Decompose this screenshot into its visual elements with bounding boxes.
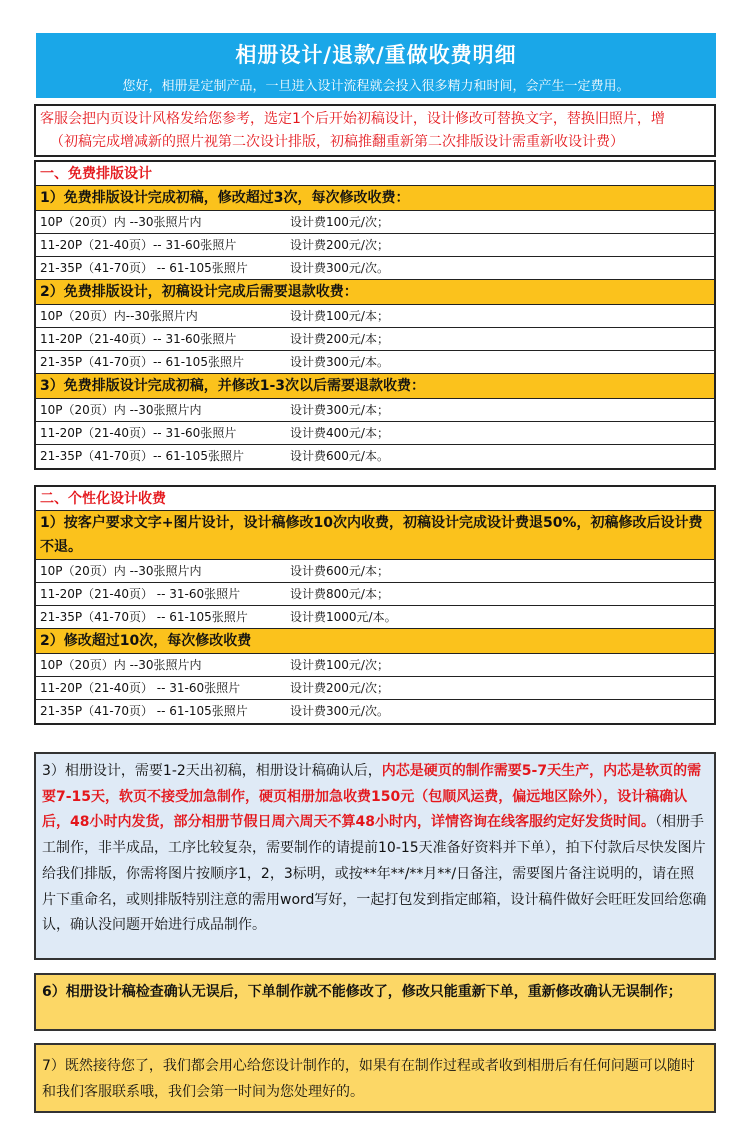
price-value: 设计费300元/次。 (290, 261, 389, 275)
price-row (36, 328, 714, 351)
section-free-layout (34, 160, 716, 470)
price-row (36, 305, 714, 328)
page-range: 11-20P（21-40页）-- 31-60张照片 (40, 332, 237, 346)
price-value: 设计费800元/本； (290, 587, 389, 601)
page-range: 21-35P（41-70页） -- 61-105张照片 (40, 704, 248, 718)
group-heading: 2）免费排版设计，初稿设计完成后需要退款收费： (36, 280, 714, 305)
note-text: 3）相册设计，需要1-2天出初稿，相册设计稿确认后， (42, 763, 382, 779)
price-value: 设计费200元/本； (290, 332, 389, 346)
notice-box (34, 104, 716, 157)
price-row (36, 211, 714, 234)
note-text: （相册手工制作，非半成品，工序比较复杂，需要制作的请提前10-15天准备好资料并下单），拍下付款后尽快发图片给我们排版，你需将图片按顺序1，2，3标明，或按**年**/**月**/日备注，需要图片备注说明的，请在照片下重命名，或则排版特别注意的需用word写好，一起打包发到指定邮箱，设计稿件做好会旺旺发回给您确认，确认没问题开始进行成品制作。 (42, 814, 707, 934)
price-row (36, 351, 714, 374)
note-6-confirm: 6）相册设计稿检查确认无误后，下单制作就不能修改了，修改只能重新下单，重新修改确认无误制作； (34, 973, 716, 1031)
page-range: 10P（20页）内 --30张照片内 (40, 658, 202, 672)
page-range: 11-20P（21-40页） -- 31-60张照片 (40, 681, 241, 695)
price-value: 设计费100元/次； (290, 215, 389, 229)
price-value: 设计费100元/本； (290, 309, 389, 323)
page-range: 11-20P（21-40页）-- 31-60张照片 (40, 238, 237, 252)
price-value: 设计费600元/本。 (290, 449, 389, 463)
page-range: 10P（20页）内 --30张照片内 (40, 564, 202, 578)
page-range: 21-35P（41-70页）-- 61-105张照片 (40, 355, 244, 369)
page-range: 10P（20页）内 --30张照片内 (40, 403, 202, 417)
page-title: 相册设计/退款/重做收费明细 (235, 43, 517, 67)
group-heading: 3）免费排版设计完成初稿，并修改1-3次以后需要退款收费： (36, 374, 714, 399)
note-3-production (34, 752, 716, 960)
price-value: 设计费300元/次。 (290, 704, 389, 718)
price-row (36, 422, 714, 445)
price-row (36, 257, 714, 280)
page-range: 10P（20页）内 --30张照片内 (40, 215, 202, 229)
price-row (36, 560, 714, 583)
note-7-service: 7）既然接待您了，我们都会用心给您设计制作的，如果有在制作过程或者收到相册后有任何问题可以随时和我们客服联系哦，我们会第一时间为您处理好的。 (34, 1043, 716, 1113)
price-row (36, 583, 714, 606)
page-range: 21-35P（41-70页） -- 61-105张照片 (40, 261, 248, 275)
page-range: 11-20P（21-40页）-- 31-60张照片 (40, 426, 237, 440)
price-value: 设计费200元/次； (290, 238, 389, 252)
page-range: 11-20P（21-40页） -- 31-60张照片 (40, 587, 241, 601)
price-row (36, 700, 714, 723)
notice-line: （初稿完成增减新的照片视第二次设计排版，初稿推翻重新第二次排版设计需重新收设计费） (50, 134, 624, 150)
price-value: 设计费300元/本。 (290, 355, 389, 369)
price-value: 设计费200元/次； (290, 681, 389, 695)
section-title: 一、免费排版设计 (36, 162, 714, 186)
page-range: 21-35P（41-70页）-- 61-105张照片 (40, 449, 244, 463)
price-value: 设计费300元/本； (290, 403, 389, 417)
price-value: 设计费600元/本； (290, 564, 389, 578)
price-value: 设计费400元/本； (290, 426, 389, 440)
page-range: 10P（20页）内--30张照片内 (40, 309, 198, 323)
note-highlight: 内芯是硬页的制作需要5-7天生产，内芯是软页的需要7-15天，软页不接受加急制作，硬页相册加急收费150元（包顺风运费，偏远地区除外），设计稿确认后，48小时内发货，部分相册节假日周六周天不算48小时内，详情咨询在线客服约定好发货时间。 (42, 763, 702, 831)
group-heading: 2）修改超过10次，每次修改收费 (36, 629, 714, 654)
group-heading: 1）免费排版设计完成初稿，修改超过3次，每次修改收费： (36, 186, 714, 211)
notice-line: 客服会把内页设计风格发给您参考，选定1个后开始初稿设计，设计修改可替换文字，替换旧照片，增 (40, 111, 665, 127)
price-value: 设计费1000元/本。 (290, 610, 397, 624)
price-row (36, 677, 714, 700)
price-row (36, 399, 714, 422)
header-banner (36, 33, 716, 98)
price-row (36, 654, 714, 677)
price-value: 设计费100元/次； (290, 658, 389, 672)
section-title: 二、个性化设计收费 (36, 487, 714, 511)
group-heading: 1）按客户要求文字+图片设计，设计稿修改10次内收费，初稿设计完成设计费退50%，初稿修改后设计费不退。 (36, 511, 714, 560)
price-row (36, 445, 714, 468)
price-row (36, 606, 714, 629)
price-row (36, 234, 714, 257)
page-subtitle: 您好，相册是定制产品，一旦进入设计流程就会投入很多精力和时间，会产生一定费用。 (122, 79, 630, 94)
page-range: 21-35P（41-70页） -- 61-105张照片 (40, 610, 248, 624)
section-custom-design (34, 485, 716, 725)
